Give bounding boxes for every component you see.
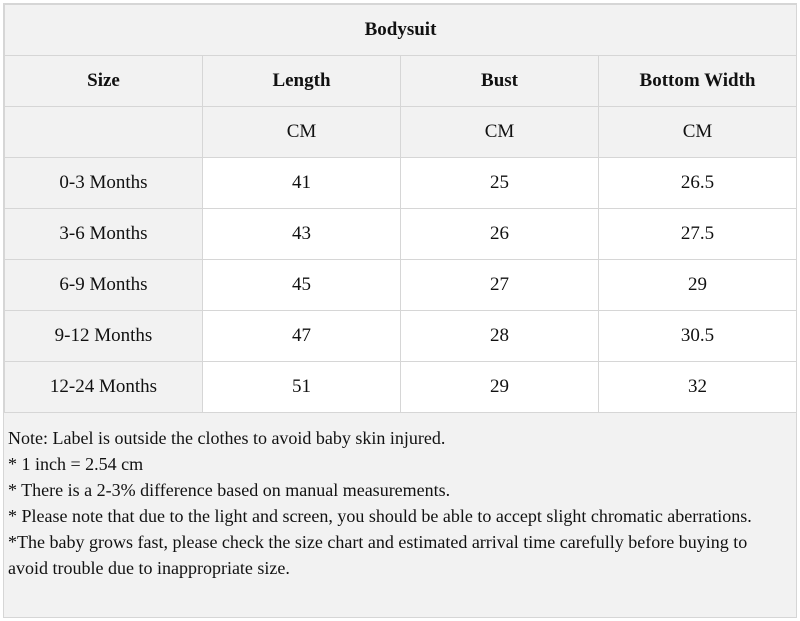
- table-title: Bodysuit: [5, 5, 797, 56]
- unit-bust: CM: [401, 107, 599, 158]
- notes-section: [4, 413, 796, 581]
- bottom-width-cell: 32: [599, 362, 797, 413]
- note-baby-growth: *The baby grows fast, please check the size chart and estimated arrival time carefully before buying to avoid trouble due to inappropriate size.: [8, 532, 748, 578]
- header-bottom-width: Bottom Width: [599, 56, 797, 107]
- length-cell: 45: [203, 260, 401, 311]
- unit-bottom-width: CM: [599, 107, 797, 158]
- bust-cell: 27: [401, 260, 599, 311]
- bottom-width-cell: 29: [599, 260, 797, 311]
- unit-row: [5, 107, 797, 158]
- note-chromatic-aberration: * Please note that due to the light and screen, you should be able to accept slight chromatic aberrations.: [8, 506, 752, 526]
- size-cell: 12-24 Months: [5, 362, 203, 413]
- length-cell: 41: [203, 158, 401, 209]
- note-inch-conversion: * 1 inch = 2.54 cm: [8, 454, 144, 474]
- table-row: [5, 209, 797, 260]
- size-cell: 6-9 Months: [5, 260, 203, 311]
- header-size: Size: [5, 56, 203, 107]
- bust-cell: 25: [401, 158, 599, 209]
- bottom-width-cell: 27.5: [599, 209, 797, 260]
- length-cell: 47: [203, 311, 401, 362]
- header-length: Length: [203, 56, 401, 107]
- bust-cell: 28: [401, 311, 599, 362]
- unit-size: [5, 107, 203, 158]
- length-cell: 51: [203, 362, 401, 413]
- header-bust: Bust: [401, 56, 599, 107]
- table-row: [5, 362, 797, 413]
- bottom-width-cell: 26.5: [599, 158, 797, 209]
- note-measurement-difference: * There is a 2-3% difference based on manual measurements.: [8, 480, 451, 500]
- header-row: [5, 56, 797, 107]
- size-chart: [3, 3, 797, 618]
- unit-length: CM: [203, 107, 401, 158]
- size-cell: 3-6 Months: [5, 209, 203, 260]
- size-cell: 9-12 Months: [5, 311, 203, 362]
- size-table: [4, 4, 797, 413]
- size-cell: 0-3 Months: [5, 158, 203, 209]
- bust-cell: 29: [401, 362, 599, 413]
- length-cell: 43: [203, 209, 401, 260]
- table-row: [5, 158, 797, 209]
- bust-cell: 26: [401, 209, 599, 260]
- note-label-position: Note: Label is outside the clothes to avoid baby skin injured.: [8, 428, 446, 448]
- bottom-width-cell: 30.5: [599, 311, 797, 362]
- title-row: [5, 5, 797, 56]
- table-row: [5, 311, 797, 362]
- table-row: [5, 260, 797, 311]
